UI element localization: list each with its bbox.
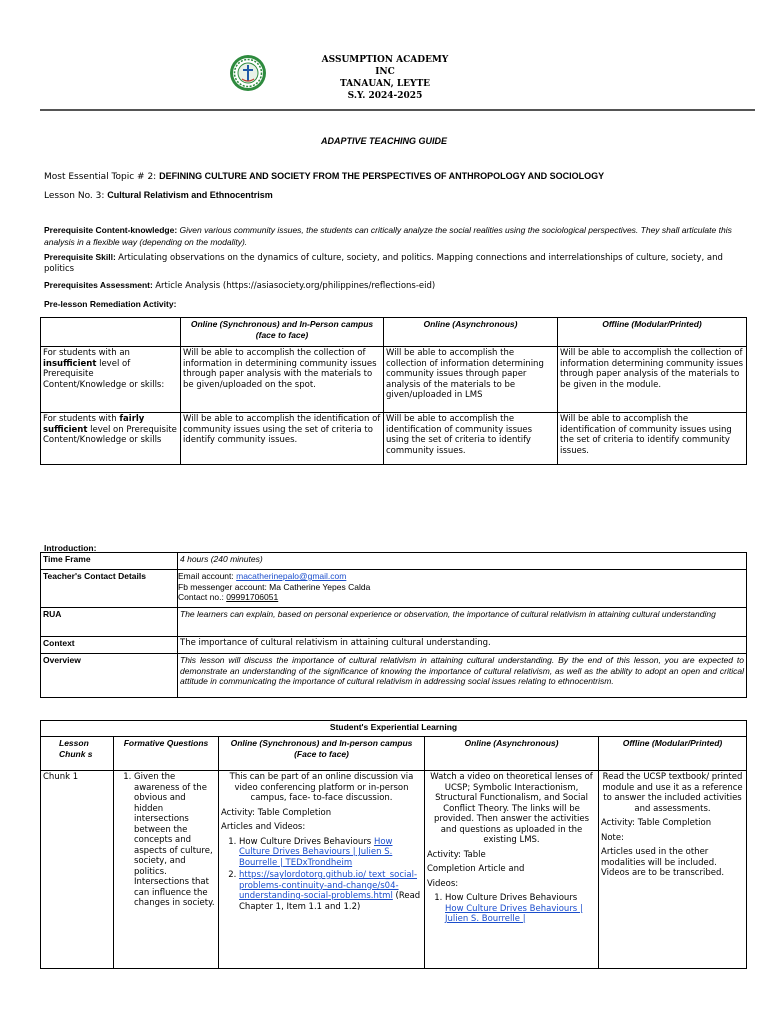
prereq-content xyxy=(44,225,734,248)
prereq-skill-value: Articulating observations on the dynamics of culture, society, and politics. Mapping connections and interrelationships of culture, society, and politics xyxy=(44,253,723,274)
lesson-value: Cultural Relativism and Ethnocentrism xyxy=(107,190,273,200)
table-row xyxy=(41,637,747,654)
sel-header-chunk: Lesson Chunk s xyxy=(41,737,114,771)
async-item-1-text: How Culture Drives Behaviours xyxy=(445,893,578,903)
row1-label-c: level of Prerequisite Content/Knowledge or skills: xyxy=(43,358,165,390)
rua-value: The learners can explain, based on personal experience or observation, the importance of cultural relativism in attaining cultural understanding xyxy=(178,608,747,637)
table-row xyxy=(41,771,747,969)
fb-line: Fb messenger account: Ma Catherine Yepes Calda xyxy=(178,581,371,592)
rua-label: RUA xyxy=(41,608,178,637)
lesson-line xyxy=(44,190,273,202)
prereq-assessment-label: Prerequisites Assessment: xyxy=(44,280,156,290)
prereq-assessment-value: Article Analysis (https://asiasociety.org/philippines/reflections-eid) xyxy=(155,281,436,291)
introduction-label-text: Introduction: xyxy=(44,543,97,553)
prereq-content-label: Prerequisite Content-knowledge: xyxy=(44,225,180,235)
remediation-row1-label xyxy=(41,347,181,413)
topic-label: Most Essential Topic # 2: xyxy=(44,172,160,182)
phone-number: 09991706051 xyxy=(226,592,279,602)
contact-label: Teacher's Contact Details xyxy=(41,570,178,608)
topic-value: DEFINING CULTURE AND SOCIETY FROM THE PERSPECTIVES OF ANTHROPOLOGY AND SOCIOLOGY xyxy=(159,171,605,181)
table-row xyxy=(41,570,747,608)
overview-label: Overview xyxy=(41,654,178,698)
contact-value xyxy=(178,570,747,608)
remediation-row2-async: Will be able to accomplish the identification of community issues using the set of criteria to identify community issues. xyxy=(384,413,558,465)
email-label: Email account: xyxy=(178,571,237,581)
remediation-row2-offline: Will be able to accomplish the identification of community issues using the set of criteria to identify community issues. xyxy=(558,413,747,465)
sel-header-async: Online (Asynchronous) xyxy=(425,737,599,771)
offline-activity: Activity: Table Completion xyxy=(601,818,712,828)
document-title: ADAPTIVE TEACHING GUIDE xyxy=(320,136,447,146)
remediation-row1-sync: Will be able to accomplish the collection of information in determining community issues through paper analysis with the materials to be given/uploaded on the spot. xyxy=(181,347,384,413)
school-name: ASSUMPTION ACADEMY INC xyxy=(321,55,449,77)
introduction-table xyxy=(40,552,747,698)
topic-line xyxy=(44,171,604,183)
school-header xyxy=(315,54,455,102)
async-cell xyxy=(425,771,599,969)
prereq-skill-label: Prerequisite Skill: xyxy=(44,252,119,262)
remediation-label-text: Pre-lesson Remediation Activity: xyxy=(44,299,177,309)
chunk-label: Chunk 1 xyxy=(41,771,114,969)
phone-label: Contact no.: xyxy=(178,592,227,602)
offline-articles: Articles used in the other modalities will be included. Videos are to be transcribed. xyxy=(601,847,725,878)
offline-cell xyxy=(599,771,747,969)
remediation-label xyxy=(44,299,176,311)
row1-label-a: For students with an xyxy=(43,348,130,358)
experiential-learning-table xyxy=(40,720,747,969)
sync-articles: Articles and Videos: xyxy=(221,822,306,832)
sel-table-title: Student's Experiential Learning xyxy=(41,721,747,737)
sync-item-1-link[interactable]: How Culture Drives Behaviours | Julien S. Bourrelle | TEDxTrondheim xyxy=(239,836,393,868)
sync-item-2 xyxy=(239,870,422,912)
prereq-skill xyxy=(44,252,734,274)
email-line xyxy=(178,571,744,582)
table-row xyxy=(41,413,747,465)
remediation-header-sync: Online (Synchronous) and In-Person campus (face to face) xyxy=(181,318,384,347)
table-row xyxy=(41,347,747,413)
formative-question: 1. Given the awareness of the obvious and hidden intersections between the concepts and aspects of culture, society, and politics. Intersections that can influence the changes in society. xyxy=(134,772,216,909)
time-frame-value: 4 hours (240 minutes) xyxy=(178,553,747,570)
remediation-header-row xyxy=(41,318,747,347)
sel-header-offline: Offline (Modular/Printed) xyxy=(599,737,747,771)
sync-intro: This can be part of an online discussion via video conferencing platform or in-person campus, face- to-face discussion. xyxy=(229,772,414,803)
sync-item-1-text: How Culture Drives Behaviours xyxy=(239,836,374,847)
remediation-row1-async: Will be able to accomplish the collection of information determining community issues through paper analysis of the materials to be given/uploaded in LMS xyxy=(384,347,558,413)
remediation-header-async: Online (Asynchronous) xyxy=(384,318,558,347)
sel-header-sync: Online (Synchronous) and In-person campus (Face to face) xyxy=(219,737,425,771)
table-row xyxy=(41,608,747,637)
sync-item-2-text: (Read Chapter 1, Item 1.1 and 1.2) xyxy=(239,891,421,912)
table-row xyxy=(41,553,747,570)
context-value: The importance of cultural relativism in attaining cultural understanding. xyxy=(178,637,747,654)
phone-line xyxy=(178,592,744,603)
sync-item-2-link[interactable]: https://saylordotorg.github.io/ text_social- problems-continuity-and-change/s04- understanding-social-problems.html xyxy=(239,870,418,901)
remediation-table xyxy=(40,317,747,465)
async-intro: Watch a video on theoretical lenses of UCSP; Symbolic Interactionism, Structural Functionalism, and Social Conflict Theory. The links will be provided. Then answer the activities and questions as uploaded in the existing LMS. xyxy=(430,772,593,845)
email-link[interactable]: macatherinepalo@gmail.com xyxy=(236,571,347,581)
formative-question-cell xyxy=(114,771,219,969)
sync-cell xyxy=(219,771,425,969)
sel-header-questions: Formative Questions xyxy=(114,737,219,771)
context-label: Context xyxy=(41,637,178,654)
school-seal-logo xyxy=(229,54,267,92)
remediation-row2-label xyxy=(41,413,181,465)
row2-label-c: level on Prerequisite Content/Knowledge or skills xyxy=(43,424,177,445)
table-row xyxy=(41,654,747,698)
async-videos: Videos: xyxy=(427,878,459,889)
sel-header-row xyxy=(41,737,747,771)
remediation-row2-sync: Will be able to accomplish the identification of community issues using the set of criteria to identify community issues. xyxy=(181,413,384,465)
async-item-1 xyxy=(445,893,596,925)
offline-note: Note: xyxy=(601,832,624,843)
sel-title-row xyxy=(41,721,747,737)
row2-label-b: fairly sufficient xyxy=(43,414,145,435)
sync-item-1 xyxy=(239,837,422,869)
lesson-label: Lesson No. 3: xyxy=(44,191,108,201)
async-completion: Completion Article and xyxy=(427,864,525,874)
async-item-1-link[interactable]: How Culture Drives Behaviours | Julien S. Bourrelle | xyxy=(445,903,583,924)
remediation-header-blank xyxy=(41,318,181,347)
remediation-row1-offline: Will be able to accomplish the collection of information determining community issues through paper analysis of the materials to be given in the module. xyxy=(558,347,747,413)
async-activity: Activity: Table xyxy=(427,849,486,860)
overview-value: This lesson will discuss the importance of cultural relativism in attaining cultural understanding. By the end of this lesson, you are expected to demonstrate an understanding of the significance of knowing the importance of cultural relativism, as well as the ability to adopt an open and critical attitude in communicating the importance of cultural relativism in addressing social issues relating to ethnocentrism. xyxy=(178,654,747,698)
prereq-assessment xyxy=(44,280,734,292)
sync-activity: Activity: Table Completion xyxy=(221,807,332,818)
school-year: S.Y. 2024-2025 xyxy=(347,91,423,101)
row2-label-a: For students with xyxy=(43,414,120,424)
prereq-content-value: Given various community issues, the students can critically analyze the social realities using the sociological perspectives. They shall articulate this analysis in a flexible way (depending on the modality). xyxy=(44,225,732,247)
row1-label-b: insufficient xyxy=(43,358,97,369)
header-divider xyxy=(40,109,755,111)
remediation-header-offline: Offline (Modular/Printed) xyxy=(558,318,747,347)
time-frame-label: Time Frame xyxy=(41,553,178,570)
offline-intro: Read the UCSP textbook/ printed module and use it as a reference to answer the included activities and assessments. xyxy=(602,772,743,814)
school-location: TANAUAN, LEYTE xyxy=(339,79,431,89)
